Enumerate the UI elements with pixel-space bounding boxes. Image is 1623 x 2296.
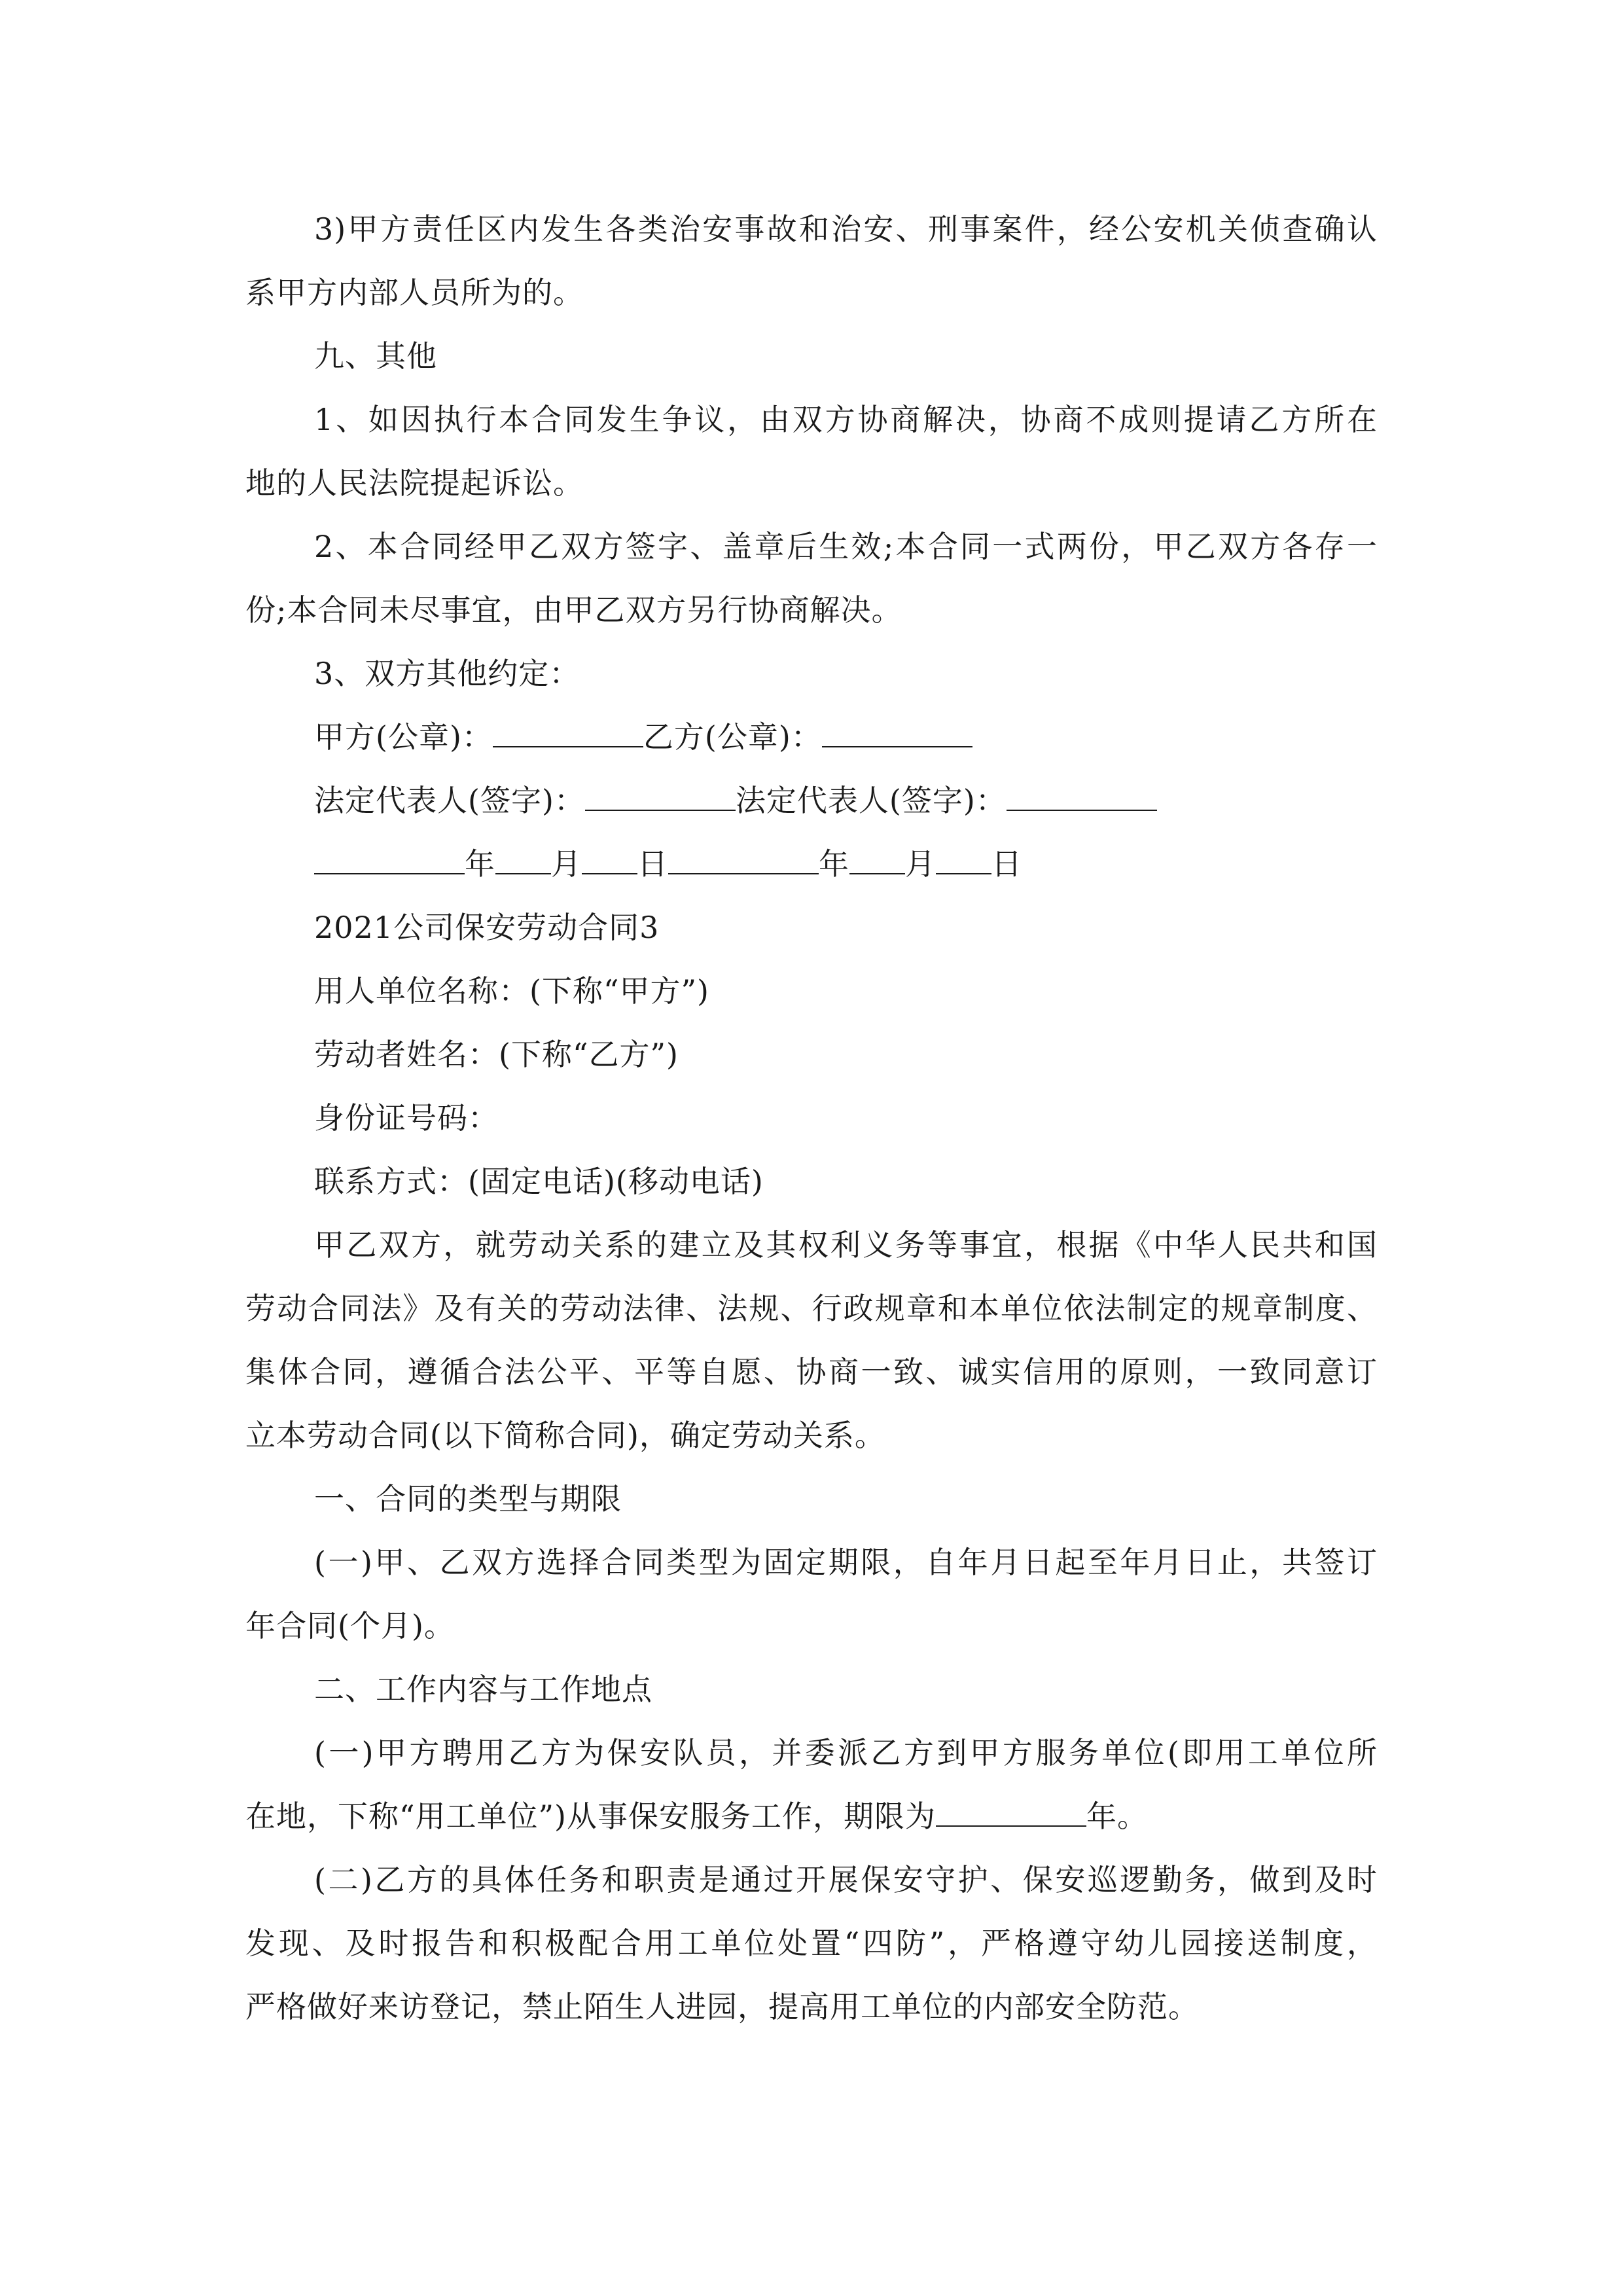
- paragraph-line: 地的人民法院提起诉讼。: [245, 465, 584, 501]
- representative-line: [245, 769, 1378, 833]
- paragraph-line: 1、如因执行本合同发生争议，由双方协商解决，协商不成则提请乙方所在: [314, 402, 1378, 437]
- month-label: 月: [551, 846, 582, 882]
- rep-a-blank: [585, 783, 736, 811]
- contract-title: 2021公司保安劳动合同3: [314, 910, 660, 945]
- paragraph-line: 3、双方其他约定：: [314, 656, 580, 691]
- paragraph-line: 发现、及时报告和积极配合用工单位处置“四防”，严格遵守幼儿园接送制度，: [245, 1926, 1378, 1961]
- paragraph-line: (一)甲、乙双方选择合同类型为固定期限，自年月日起至年月日止，共签订: [314, 1545, 1378, 1580]
- section-heading: 二、工作内容与工作地点: [314, 1672, 652, 1707]
- paragraph-line: [245, 1785, 1378, 1848]
- party-a-seal-label: 甲方(公章)：: [314, 719, 493, 755]
- section-heading: 九、其他: [314, 338, 437, 374]
- paragraph-line: 立本劳动合同(以下简称合同)，确定劳动关系。: [245, 1418, 885, 1453]
- party-a-seal-blank: [493, 720, 643, 747]
- day-blank: [936, 847, 991, 874]
- month-blank: [495, 847, 551, 874]
- party-b-seal-label: 乙方(公章)：: [643, 719, 822, 755]
- paragraph-line: (一)甲方聘用乙方为保安队员，并委派乙方到甲方服务单位(即用工单位所: [314, 1735, 1378, 1770]
- employer-line: 用人单位名称：(下称“甲方”): [314, 973, 709, 1009]
- paragraph-line: 甲乙双方，就劳动关系的建立及其权利义务等事宜，根据《中华人民共和国: [314, 1227, 1378, 1263]
- paragraph-line: 年合同(个月)。: [245, 1608, 455, 1643]
- term-years-blank: [936, 1799, 1086, 1827]
- year-blank: [314, 847, 465, 874]
- seal-line: [245, 706, 1378, 769]
- contact-line: 联系方式：(固定电话)(移动电话): [314, 1164, 764, 1199]
- party-b-seal-blank: [822, 720, 972, 747]
- year-label: 年: [819, 846, 849, 882]
- rep-a-label: 法定代表人(签字)：: [314, 783, 585, 818]
- document-page: [245, 198, 1378, 2039]
- paragraph-line: 2、本合同经甲乙双方签字、盖章后生效;本合同一式两份，甲乙双方各存一: [314, 529, 1378, 564]
- section-heading: 一、合同的类型与期限: [314, 1481, 622, 1516]
- month-blank: [849, 847, 905, 874]
- paragraph-line: 系甲方内部人员所为的。: [245, 275, 584, 310]
- term-text: 在地，下称“用工单位”)从事保安服务工作，期限为: [245, 1799, 936, 1834]
- year-label: 年: [465, 846, 495, 882]
- day-blank: [582, 847, 637, 874]
- paragraph-line: 严格做好来访登记，禁止陌生人进园，提高用工单位的内部安全防范。: [245, 1989, 1199, 2024]
- worker-line: 劳动者姓名：(下称“乙方”): [314, 1037, 679, 1072]
- paragraph-line: 3)甲方责任区内发生各类治安事故和治安、刑事案件，经公安机关侦查确认: [314, 211, 1378, 247]
- day-label: 日: [637, 846, 668, 882]
- day-label: 日: [991, 846, 1022, 882]
- paragraph-line: 集体合同，遵循合法公平、平等自愿、协商一致、诚实信用的原则，一致同意订: [245, 1354, 1378, 1390]
- date-line: [245, 833, 1378, 896]
- id-number-line: 身份证号码：: [314, 1100, 499, 1136]
- year-blank: [668, 847, 819, 874]
- paragraph-line: 劳动合同法》及有关的劳动法律、法规、行政规章和本单位依法制定的规章制度、: [245, 1291, 1378, 1326]
- paragraph-line: 份;本合同未尽事宜，由甲乙双方另行协商解决。: [245, 592, 902, 628]
- rep-b-label: 法定代表人(签字)：: [735, 783, 1007, 818]
- paragraph-line: (二)乙方的具体任务和职责是通过开展保安守护、保安巡逻勤务，做到及时: [314, 1862, 1378, 1897]
- term-suffix: 年。: [1086, 1799, 1148, 1834]
- month-label: 月: [905, 846, 936, 882]
- rep-b-blank: [1007, 783, 1157, 811]
